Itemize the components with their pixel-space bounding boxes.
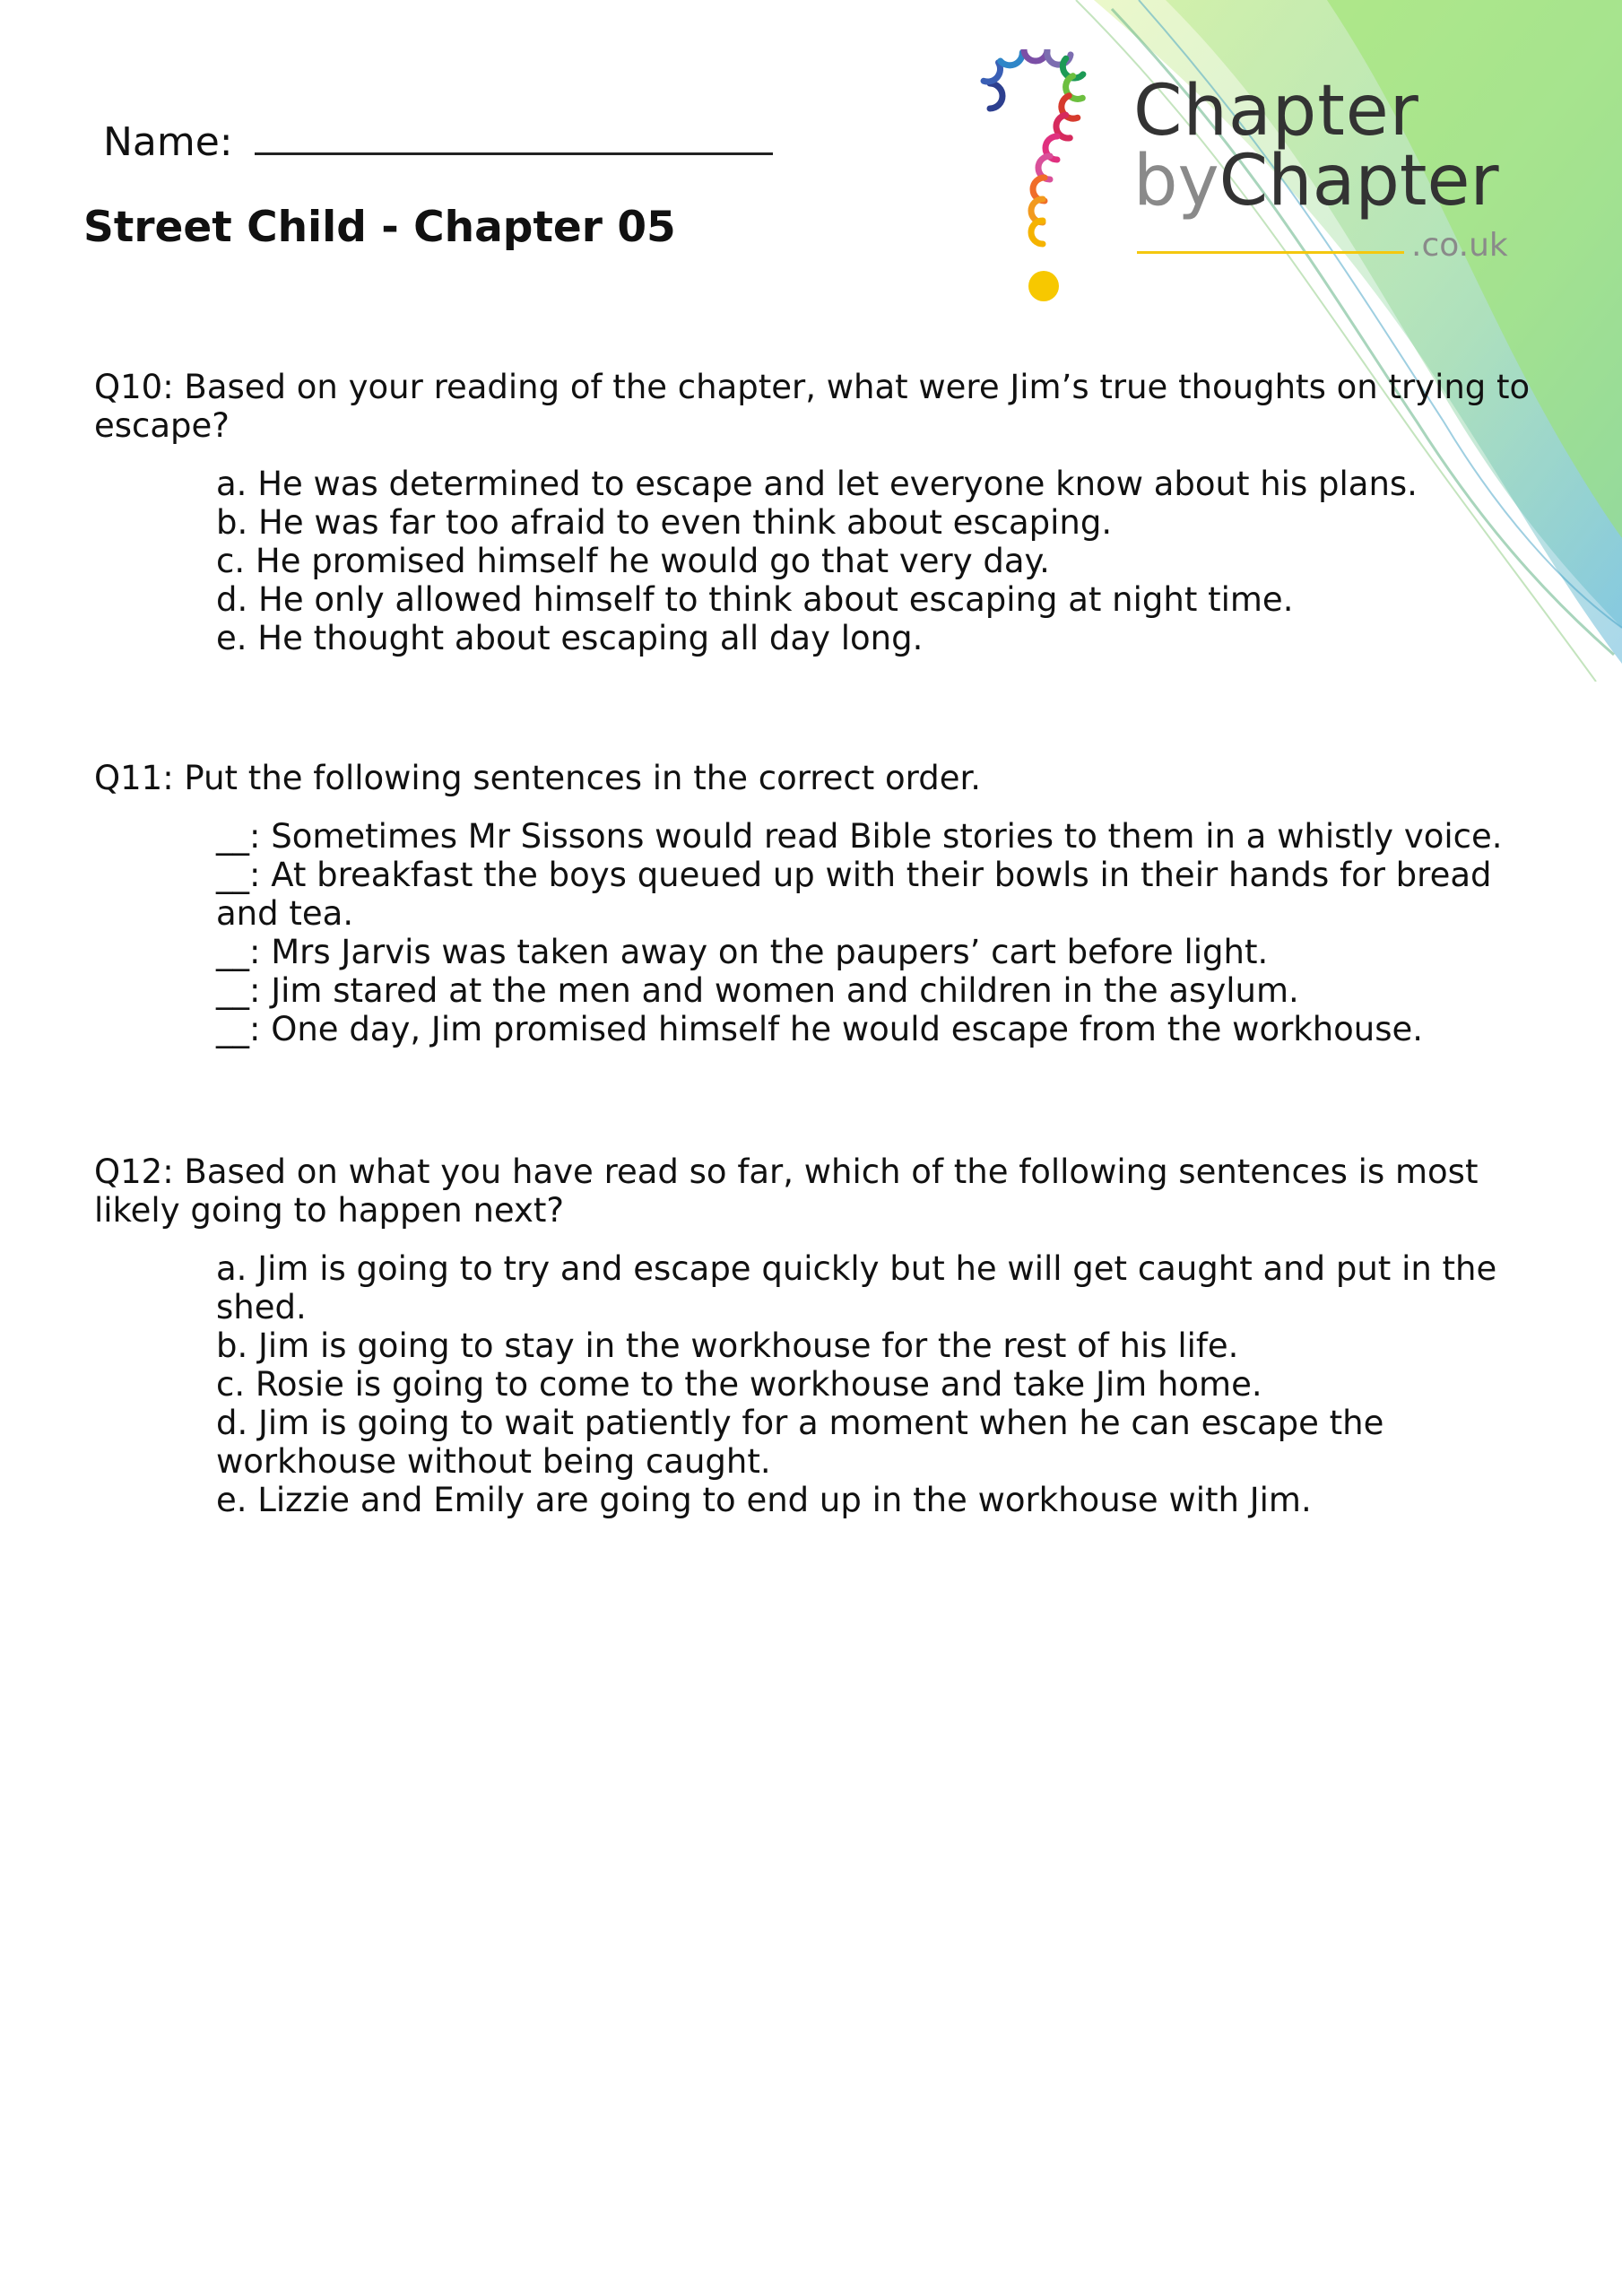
question-prompt: Q10: Based on your reading of the chapter, what were Jim’s true thoughts on trying to escape? (94, 368, 1531, 445)
ordering-items (216, 817, 1538, 1048)
answer-options (216, 465, 1538, 657)
answer-option[interactable]: c. He promised himself he would go that very day. (216, 542, 1050, 580)
name-field-row (103, 115, 773, 165)
answer-option[interactable]: b. He was far too afraid to even think about escaping. (216, 503, 1113, 542)
answer-option[interactable]: d. Jim is going to wait patiently for a moment when he can escape the workhouse without being caught. (216, 1404, 1384, 1481)
question-prompt: Q12: Based on what you have read so far, which of the following sentences is most likely going to happen next? (94, 1152, 1479, 1230)
answer-option[interactable]: d. He only allowed himself to think about escaping at night time. (216, 580, 1294, 619)
logo-underline (1137, 251, 1404, 254)
chapter-by-chapter-logo (968, 49, 1542, 309)
logo-by-chapter (1133, 141, 1499, 222)
name-input-line[interactable] (255, 115, 773, 155)
answer-option[interactable]: e. He thought about escaping all day long. (216, 619, 924, 657)
logo-suffix: .co.uk (1411, 227, 1508, 264)
name-label: Name: (103, 119, 233, 165)
ordering-item[interactable]: __: Jim stared at the men and women and children in the asylum. (216, 971, 1299, 1010)
ordering-item[interactable]: __: At breakfast the boys queued up with their bowls in their hands for bread and tea. (216, 856, 1492, 933)
question-prompt: Q11: Put the following sentences in the correct order. (94, 759, 982, 797)
logo-by-word: by (1133, 141, 1219, 222)
answer-option[interactable]: a. He was determined to escape and let everyone know about his plans. (216, 465, 1418, 503)
page-title: Street Child - Chapter 05 (83, 203, 676, 252)
ordering-item[interactable]: __: Mrs Jarvis was taken away on the paupers’ cart before light. (216, 933, 1269, 971)
question-12 (94, 1152, 1538, 1519)
logo-chapter-word-2: Chapter (1219, 141, 1499, 222)
ordering-item[interactable]: __: One day, Jim promised himself he would escape from the workhouse. (216, 1010, 1424, 1048)
answer-options (216, 1249, 1538, 1519)
question-11 (94, 759, 1538, 1048)
answer-option[interactable]: e. Lizzie and Emily are going to end up in the workhouse with Jim. (216, 1481, 1312, 1519)
logo-chapter-word: Chapter (1133, 71, 1419, 152)
answer-option[interactable]: b. Jim is going to stay in the workhouse for the rest of his life. (216, 1326, 1239, 1365)
ordering-item[interactable]: __: Sometimes Mr Sissons would read Bible stories to them in a whistly voice. (216, 817, 1503, 856)
question-10 (94, 368, 1538, 657)
answer-option[interactable]: c. Rosie is going to come to the workhouse and take Jim home. (216, 1365, 1262, 1404)
answer-option[interactable]: a. Jim is going to try and escape quickly but he will get caught and put in the shed. (216, 1249, 1497, 1326)
